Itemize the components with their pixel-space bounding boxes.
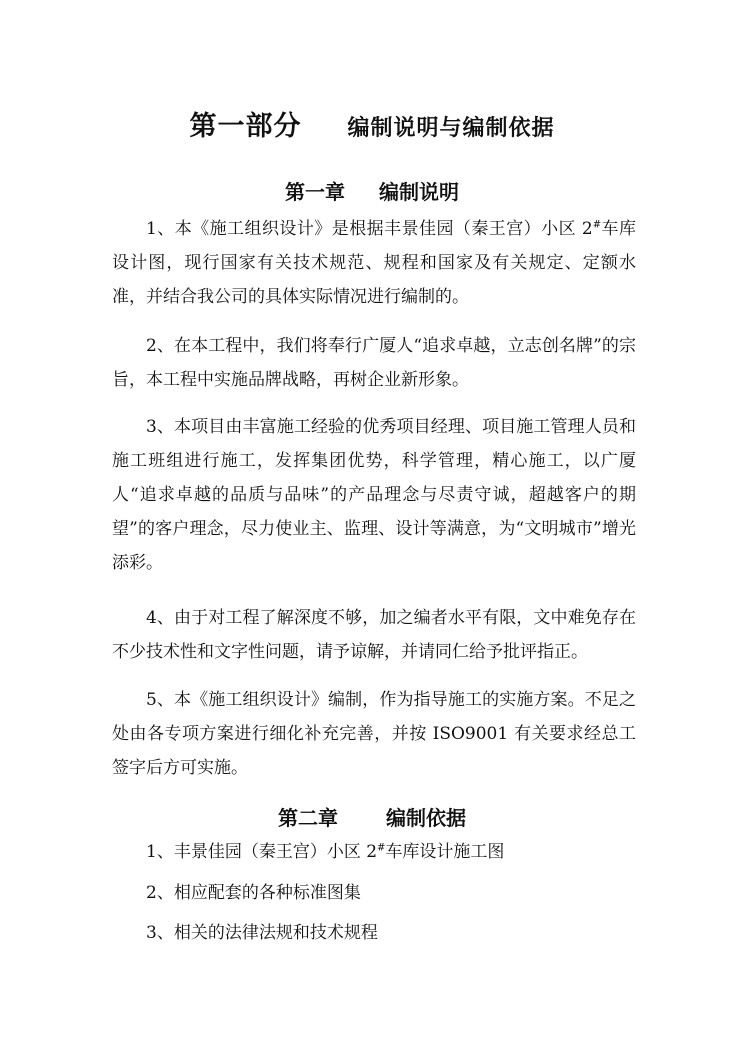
chapter-1-title [0,176,744,205]
basis-item-2: 2、相应配套的各种标准图集 [146,883,361,903]
paragraph-1-part-a: 1、本《施工组织设计》是根据丰景佳园（秦王宫）小区 2 [146,219,593,239]
chapter-2-title [0,802,744,831]
basis-item-1 [146,835,504,869]
paragraph-2: 2、在本工程中，我们将奉行广厦人“追求卓越，立志创名牌”的宗旨，本工程中实施品牌战略，再树企业新形象。 [112,336,636,390]
part-title-subtitle: 编制说明与编制依据 [347,116,555,141]
chapter-1-subtitle: 编制说明 [379,180,459,204]
paragraph-1 [112,212,636,314]
chapter-1-number: 第一章 [285,180,345,204]
basis-item-1-part-a: 1、丰景佳园（秦王宫）小区 2 [146,842,378,862]
paragraph-3: 3、本项目由丰富施工经验的优秀项目经理、项目施工管理人员和施工班组进行施工，发挥集团优势，科学管理，精心施工，以广厦人“追求卓越的品质与品味”的产品理念与尽责守诚，超越客户的期望”的客户理念，尽力使业主、监理、设计等满意，为“文明城市”增光添彩。 [112,417,636,573]
chapter-2-number: 第二章 [278,806,338,830]
paragraph-4: 4、由于对工程了解深度不够，加之编者水平有限，文中难免存在不少技术性和文字性问题，请予谅解，并请同仁给予批评指正。 [112,608,636,662]
part-title [0,104,744,143]
paragraph-1-part-b: 车库设计图，现行国家有关技术规范、规程和国家及有关规定、定额水准，并结合我公司的具体实际情况进行编制的。 [112,219,636,307]
paragraph-5: 5、本《施工组织设计》编制，作为指导施工的实施方案。不足之处由各专项方案进行细化补充完善，并按 ISO9001 有关要求经总工签字后方可实施。 [112,690,636,778]
superscript-hash: # [377,842,386,854]
basis-item-3: 3、相关的法律法规和技术规程 [146,923,378,943]
superscript-hash: # [592,219,602,231]
part-title-number: 第一部分 [189,111,302,142]
basis-item-1-part-b: 车库设计施工图 [385,842,505,862]
chapter-2-subtitle: 编制依据 [386,806,466,830]
